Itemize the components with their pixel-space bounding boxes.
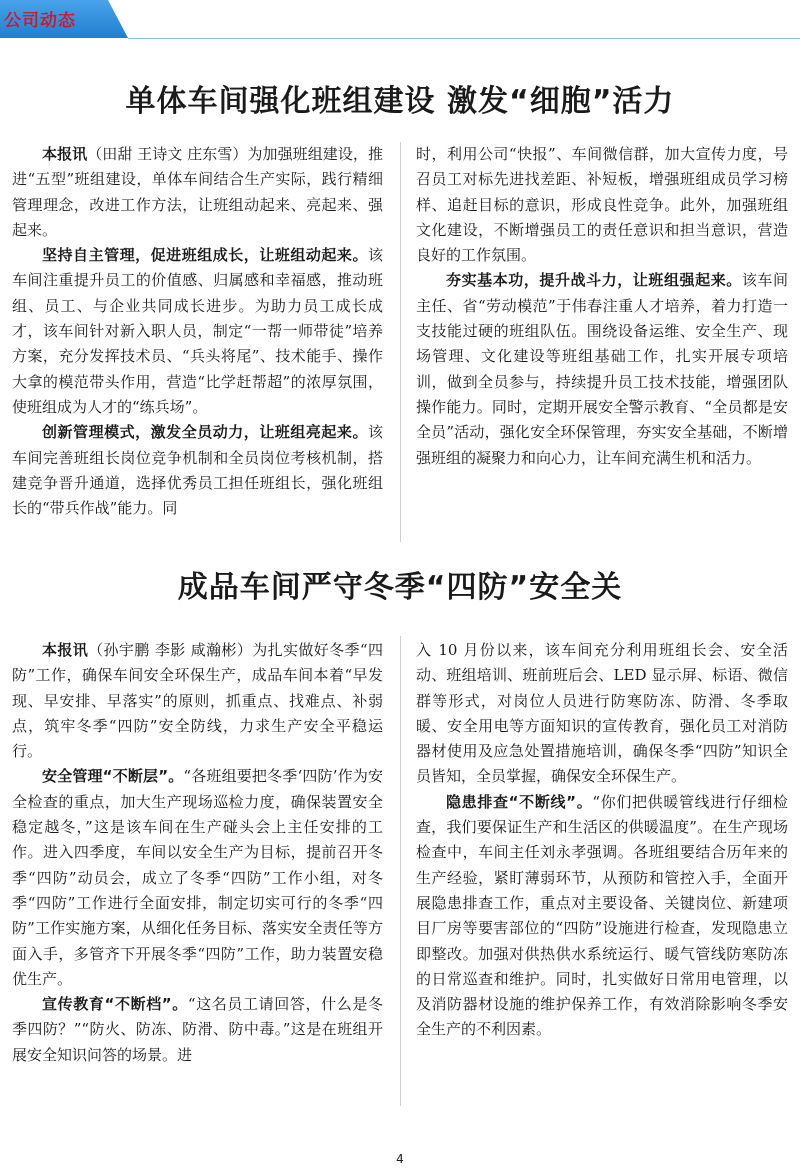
paragraph: [416, 638, 788, 790]
paragraph-text: 入 10 月份以来，该车间充分利用班组长会、安全活动、班组培训、班前班后会、LED 显示屏、标语、微信群等形式，对岗位人员进行防寒防冻、防滑、冬季取暖、安全用电等方面知识的宣传教育，强化员工对消防器材使用及应急处置措施培训，确保冬季“四防”知识全员皆知，全员掌握，确保安全环保生产。: [416, 641, 788, 786]
article1-right-column: [416, 142, 788, 471]
paragraph-lead: 安全管理“不断层”。: [42, 767, 184, 786]
paragraph-lead: 夯实基本功，提升战斗力，让班组强起来。: [446, 271, 742, 290]
article2-left-column: [12, 638, 383, 1068]
article2-right-column: [416, 638, 788, 1043]
section-tag: [0, 0, 128, 40]
paragraph-text: “各班组要把冬季‘四防’作为安全检查的重点，加大生产现场巡检力度，确保装置安全稳定越冬，”这是该车间在生产碰头会上主任安排的工作。进入四季度，车间以安全生产为目标，提前召开冬季“四防”动员会，成立了冬季“四防”工作小组，对冬季“四防”工作进行全面安排，制定切实可行的冬季“四防”工作实施方案，从细化任务目标、落实安全责任等方面入手，多管齐下开展冬季“四防”工作，助力装置安稳优生产。: [12, 767, 383, 988]
paragraph: [12, 420, 383, 521]
paragraph-lead: 隐患排查“不断线”。: [446, 792, 593, 811]
paragraph: [416, 790, 788, 1043]
paragraph: [12, 992, 383, 1068]
paragraph: [12, 764, 383, 992]
paragraph: [12, 243, 383, 420]
column-divider: [400, 636, 401, 1106]
paragraph: [12, 142, 383, 243]
paragraph-lead: 本报讯: [42, 641, 89, 659]
article1-title: 单体车间强化班组建设 激发“细胞”活力: [125, 84, 675, 119]
paragraph-lead: 本报讯: [42, 145, 88, 163]
paragraph-text: 该车间主任、省“劳动模范”于伟春注重人才培养，着力打造一支技能过硬的班组队伍。围绕设备运维、安全生产、现场管理、文化建设等班组基础工作，扎实开展专项培训，做到全员参与，持续提升员工技术技能，增强团队操作能力。同时，定期开展安全警示教育、“全员都是安全员”活动，强化安全环保管理，夯实安全基础，不断增强班组的凝聚力和向心力，让车间充满生机和活力。: [416, 271, 788, 467]
column-divider: [400, 142, 401, 542]
paragraph-text: 时，利用公司“快报”、车间微信群，加大宣传力度，号召员工对标先进找差距、补短板，增强班组成员学习榜样、追赶目标的意识，形成良性竞争。此外，加强班组文化建设，不断增强员工的责任意识和担当意识，营造良好的工作氛围。: [416, 145, 788, 265]
page-number: 4: [396, 1152, 404, 1166]
header-rule: [128, 38, 800, 39]
paragraph-text: （田甜 王诗文 庄东雪）为加强班组建设，推进“五型”班组建设，单体车间结合生产实际，践行精细管理理念，改进工作方法，让班组动起来、亮起来、强起来。: [12, 145, 383, 239]
paragraph-text: “你们把供暖管线进行仔细检查，我们要保证生产和生活区的供暖温度”。在生产现场检查中，车间主任刘永孝强调。各班组要结合历年来的生产经验，紧盯薄弱环节，从预防和管控入手，全面开展隐患排查工作，重点对主要设备、关键岗位、新建项目厂房等要害部位的“四防”设施进行检查，发现隐患立即整改。加强对供热供水系统运行、暖气管线防寒防冻的日常巡查和维护。同时，扎实做好日常用电管理，以及消防器材设施的维护保养工作，有效消除影响冬季安全生产的不利因素。: [416, 792, 788, 1039]
paragraph: [416, 142, 788, 268]
article2-title: 成品车间严守冬季“四防”安全关: [177, 570, 623, 605]
section-tag-label: 公司动态: [4, 11, 76, 31]
paragraph-text: 该车间完善班组长岗位竞争机制和全员岗位考核机制，搭建竞争晋升通道，选择优秀员工担任班组长，强化班组长的“带兵作战”能力。同: [12, 423, 383, 518]
paragraph-lead: 创新管理模式，激发全员动力，让班组亮起来。: [42, 423, 368, 442]
paragraph-lead: 宣传教育“不断档”。: [42, 995, 188, 1014]
paragraph: [416, 268, 788, 470]
paragraph-text: （孙宇鹏 李影 咸瀚彬）为扎实做好冬季“四防”工作，确保车间安全环保生产，成品车间本着“早发现、早安排、早落实”的原则，抓重点、找难点、补弱点，筑牢冬季“四防”安全防线，力求生产安全平稳运行。: [12, 641, 383, 761]
paragraph-text: 该车间注重提升员工的价值感、归属感和幸福感，推动班组、员工、与企业共同成长进步。为助力员工成长成才，该车间针对新入职人员，制定“一帮一师带徒”培养方案，充分发挥技术员、“兵头将尾”、技术能手、操作大拿的模范带头作用，营造“比学赶帮超”的浓厚氛围，使班组成为人才的“练兵场”。: [12, 246, 383, 416]
article1-left-column: [12, 142, 383, 521]
paragraph: [12, 638, 383, 764]
paragraph-text: “这名员工请回答，什么是冬季四防？”“防火、防冻、防滑、防中毒。”这是在班组开展安全知识问答的场景。进: [12, 995, 383, 1064]
paragraph-lead: 坚持自主管理，促进班组成长，让班组动起来。: [42, 246, 368, 265]
